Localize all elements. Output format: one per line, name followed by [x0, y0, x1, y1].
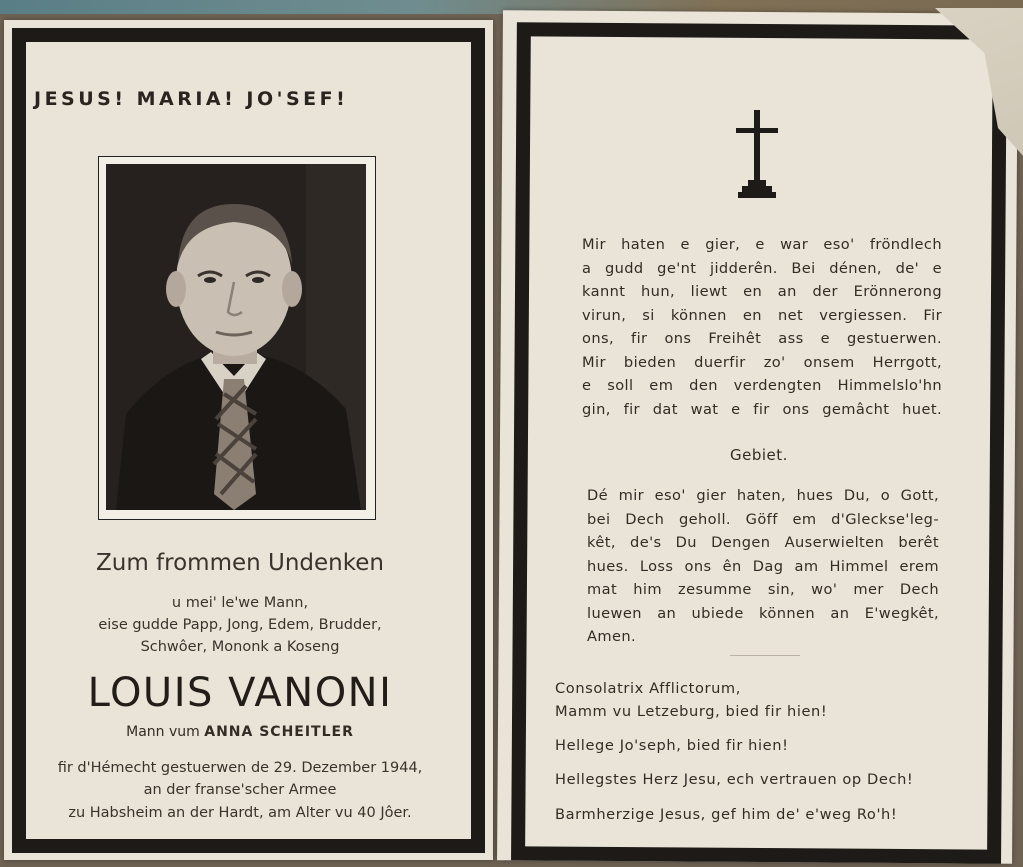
spouse-prefix: Mann vum [126, 724, 200, 740]
tribute-line: ons, fir ons Freihêt ass e gestuerwen. [582, 330, 942, 347]
spouse-line [20, 724, 460, 740]
deceased-name: LOUIS VANONI [87, 670, 393, 716]
prayer-heading: Gebiet. [730, 446, 788, 464]
invocation-line: Mamm vu Letzeburg, bied fir hien! [555, 703, 828, 720]
tribute-line: e soll em den verdengten Himmelslo'hn [582, 377, 942, 394]
invocation-line: Barmherzige Jesus, gef him de' e'weg Ro'h! [555, 806, 898, 823]
tribute-line: a gudd ge'nt jidderên. Bei dénen, de' e [582, 259, 942, 277]
invocation-line: Hellege Jo'seph, bied fir hien! [555, 737, 789, 754]
subtitle-line: eise gudde Papp, Jong, Edem, Brudder, [98, 617, 382, 633]
death-details-line: fir d'Hémecht gestuerwen de 29. Dezember 1944, [57, 760, 423, 776]
death-details-line: zu Habsheim an der Hardt, am Alter vu 40 Jôer. [68, 805, 412, 821]
portrait-mount [98, 156, 376, 520]
tribute-paragraph [582, 233, 942, 421]
cross-icon [736, 110, 778, 200]
tribute-line: Mir haten e gier, e war eso' fröndlech [582, 236, 942, 253]
tribute-line: gin, fir dat wat e fir ons gemâcht huet. [582, 400, 942, 418]
invocation-line: Hellegstes Herz Jesu, ech vertrauen op Dech! [555, 771, 914, 788]
tribute-line: virun, si können en net vergiessen. Fir [582, 306, 942, 324]
prayer-paragraph [587, 484, 939, 649]
prayer-line: kêt, de's Du Dengen Auserwielten berêt [587, 534, 939, 551]
prayer-line: Dé mir eso' gier haten, hues Du, o Gott, [587, 487, 939, 504]
tribute-line: Mir bieden duerfir zo' onsem Herrgott, [582, 353, 942, 371]
prayer-line: Amen. [587, 628, 637, 645]
memorial-title: Zum frommen Undenken [96, 550, 384, 576]
portrait-image [106, 164, 366, 510]
invocation-line: Consolatrix Afflictorum, [555, 680, 741, 697]
death-details-line: an der franse'scher Armee [143, 782, 337, 798]
prayer-line: luewen an ubiede können an E'wegkêt, [587, 604, 939, 622]
section-divider [730, 655, 800, 656]
portrait-photo [106, 164, 366, 510]
invocation-heading: JESUS! MARIA! JO'SEF! [34, 88, 349, 110]
subtitle-line: u mei' le'we Mann, [171, 595, 309, 611]
tribute-line: kannt hun, liewt en an der Erönnerong [582, 283, 942, 300]
prayer-line: mat him zesumme sin, wo' mer Dech [587, 581, 939, 598]
subtitle-line: Schwôer, Mononk a Koseng [140, 639, 340, 655]
prayer-line: hues. Loss ons ên Dag am Himmel erem [587, 557, 939, 575]
spouse-name: ANNA SCHEITLER [204, 724, 354, 740]
prayer-line: bei Dech geholl. Göff em d'Gleckse'leg- [587, 510, 939, 528]
